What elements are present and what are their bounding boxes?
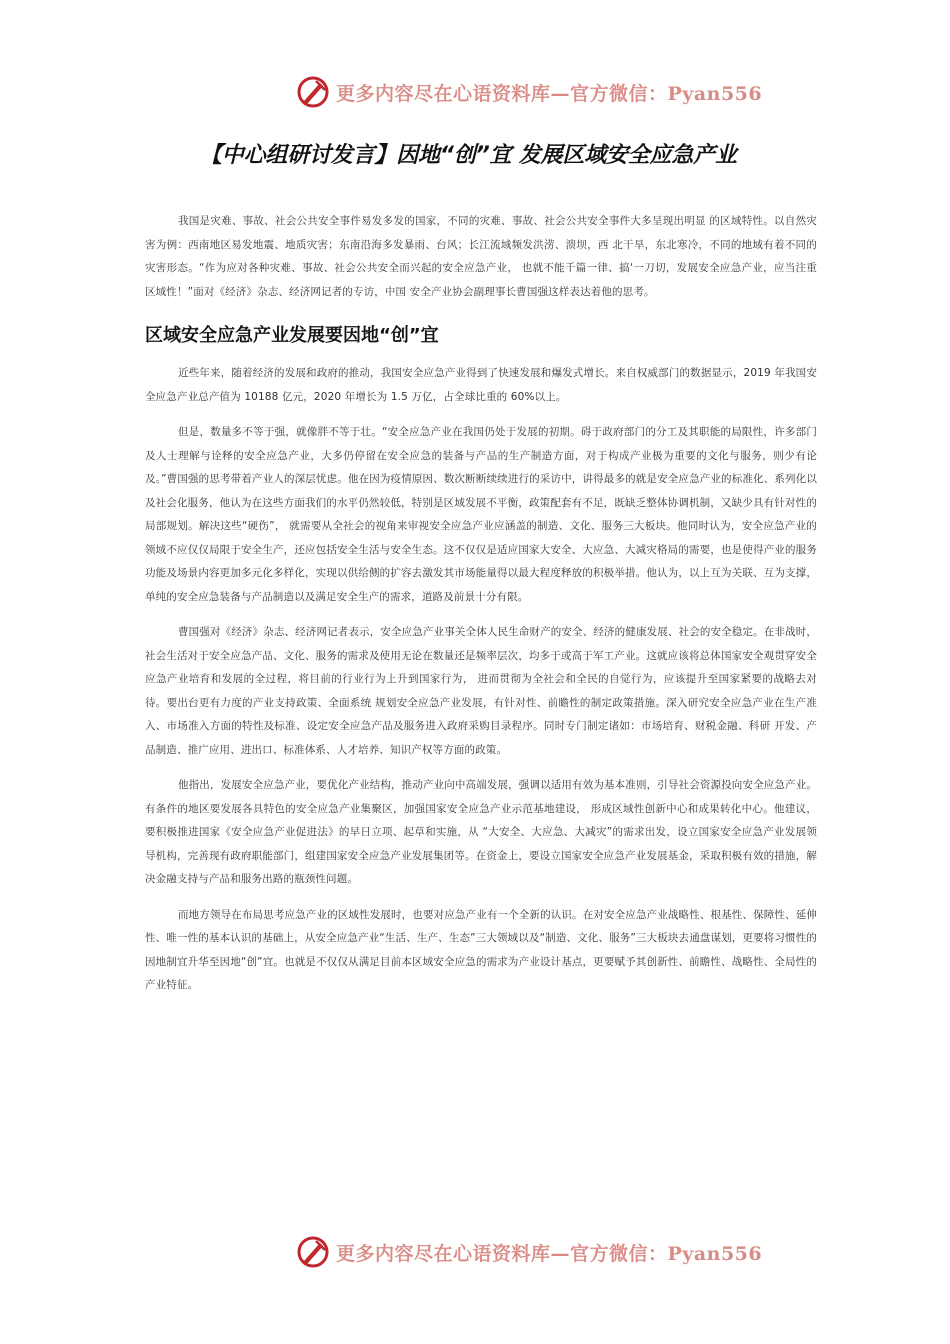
brand-logo-icon [296, 1235, 330, 1269]
body-paragraph-2: 但是，数量多不等于强，就像胖不等于壮。“安全应急产业在我国仍处于发展的初期。碍于政府部门的分工及其职能的局限性，许多部门及人士理解与诠释的安全应急产业，大多仍停留在安全应急的装备与产品的生产制造方面，对于构成产业极为重要的文化与服务，则少有论及。”曹国强的思考带着产业人的深层忧虑。他在因为疫情原因、数次断断续续进行的采访中，讲得最多的就是安全应急产业的标准化、系列化以及社会化服务，他认为在这些方面我们的水平仍然较低，特别是区域发展不平衡，政策配套有不足，既缺乏整体协调机制，又缺少具有针对性的局部规划。解决这些“硬伤”， 就需要从全社会的视角来审视安全应急产业应涵盖的制造、文化、服务三大板块。他同时认为，安全应急产业的领域不应仅仅局限于安全生产，还应包括安全生活与安全生态。这不仅仅是适应国家大安全、大应急、大减灾格局的需要，也是使得产业的服务功能及场景内容更加多元化多样化，实现以供给侧的扩容去激发其市场能量得以最大程度释放的积极举措。他认为，以上互为关联、互为支撑，单纯的安全应急装备与产品制造以及满足安全生产的需求，道路及前景十分有限。 [145, 426, 817, 603]
document-title: 【中心组研讨发言】因地“创”宜 发展区域安全应急产业 [200, 143, 737, 168]
brand-logo-icon [296, 75, 330, 109]
banner-text: 更多内容尽在心语资料库—官方微信：Pyan556 [336, 82, 763, 105]
header-banner [296, 74, 762, 110]
section-heading: 区域安全应急产业发展要因地“创”宜 [145, 325, 439, 346]
body-paragraph-1: 近些年来，随着经济的发展和政府的推动，我国安全应急产业得到了快速发展和爆发式增长。来自权威部门的数据显示，2019 年我国安全应急产业总产值为 10188 亿元，2020 年增长为 1.5 万亿，占全球比重的 60%以上。 [145, 367, 817, 403]
banner-text: 更多内容尽在心语资料库—官方微信：Pyan556 [336, 1242, 763, 1265]
footer-banner [296, 1234, 762, 1270]
body-paragraph-4: 他指出，发展安全应急产业，要优化产业结构，推动产业向中高端发展，强调以适用有效为基本准则，引导社会资源投向安全应急产业。有条件的地区要发展各具特色的安全应急产业集聚区，加强国家安全应急产业示范基地建设， 形成区域性创新中心和成果转化中心。他建议，要积极推进国家《安全应急产业促进法》的早日立项、起草和实施，从 “大安全、大应急、大减灾”的需求出发，设立国家安全应急产业发展领导机构，完善现有政府职能部门，组建国家安全应急产业发展集团等。在资金上，要设立国家安全应急产业发展基金，采取积极有效的措施，解决金融支持与产品和服务出路的瓶颈性问题。 [145, 779, 817, 885]
body-paragraph-5: 而地方领导在布局思考应急产业的区域性发展时，也要对应急产业有一个全新的认识。在对安全应急产业战略性、根基性、保障性、延伸性、唯一性的基本认识的基础上，从安全应急产业“生活、生产、生态”三大领域以及“制造、文化、服务”三大板块去通盘谋划，更要将习惯性的因地制宜升华至因地“创”宜。也就是不仅仅从满足目前本区域安全应急的需求为产业设计基点，更要赋予其创新性、前瞻性、战略性、全局性的产业特征。 [145, 908, 818, 991]
intro-paragraph: 我国是灾难、事故、社会公共安全事件易发多发的国家，不同的灾难、事故、社会公共安全事件大多呈现出明显 的区域特性。以自然灾害为例：西南地区易发地震、地质灾害；东南沿海多发暴雨、台风；长江流域频发洪涝、溃坝，西 北干旱，东北寒冷，不同的地域有着不同的灾害形态。“作为应对各种灾难、事故、社会公共安全而兴起的安全应急产业， 也就不能千篇一律、搞‘一刀切，发展安全应急产业，应当注重区域性！”面对《经济》杂志、经济网记者的专访，中国 安全产业协会副理事长曹国强这样表达着他的思考。 [145, 215, 817, 298]
document-body [145, 210, 817, 1010]
body-paragraph-3: 曹国强对《经济》杂志、经济网记者表示，安全应急产业事关全体人民生命财产的安全、经济的健康发展、社会的安全稳定。在非战时，社会生活对于安全应急产品、文化、服务的需求及使用无论在数量还是频率层次，均多于或高于军工产业。这就应该将总体国家安全观贯穿安全应急产业培育和发展的全过程，将目前的行业行为上升到国家行为， 进而贯彻为全社会和全民的自觉行为，应该提升至国家紧要的战略去对待。要出台更有力度的产业支持政策、全面系统 规划安全应急产业发展，有针对性、前瞻性的制定政策措施。深入研究安全应急产业在生产准入、市场准入方面的特性及标准、设定安全应急产品及服务进入政府采购目录程序。同时专门制定诸如：市场培育、财税金融、科研 开发、产品制造、推广应用、进出口、标准体系、人才培养、知识产权等方面的政策。 [145, 626, 817, 756]
